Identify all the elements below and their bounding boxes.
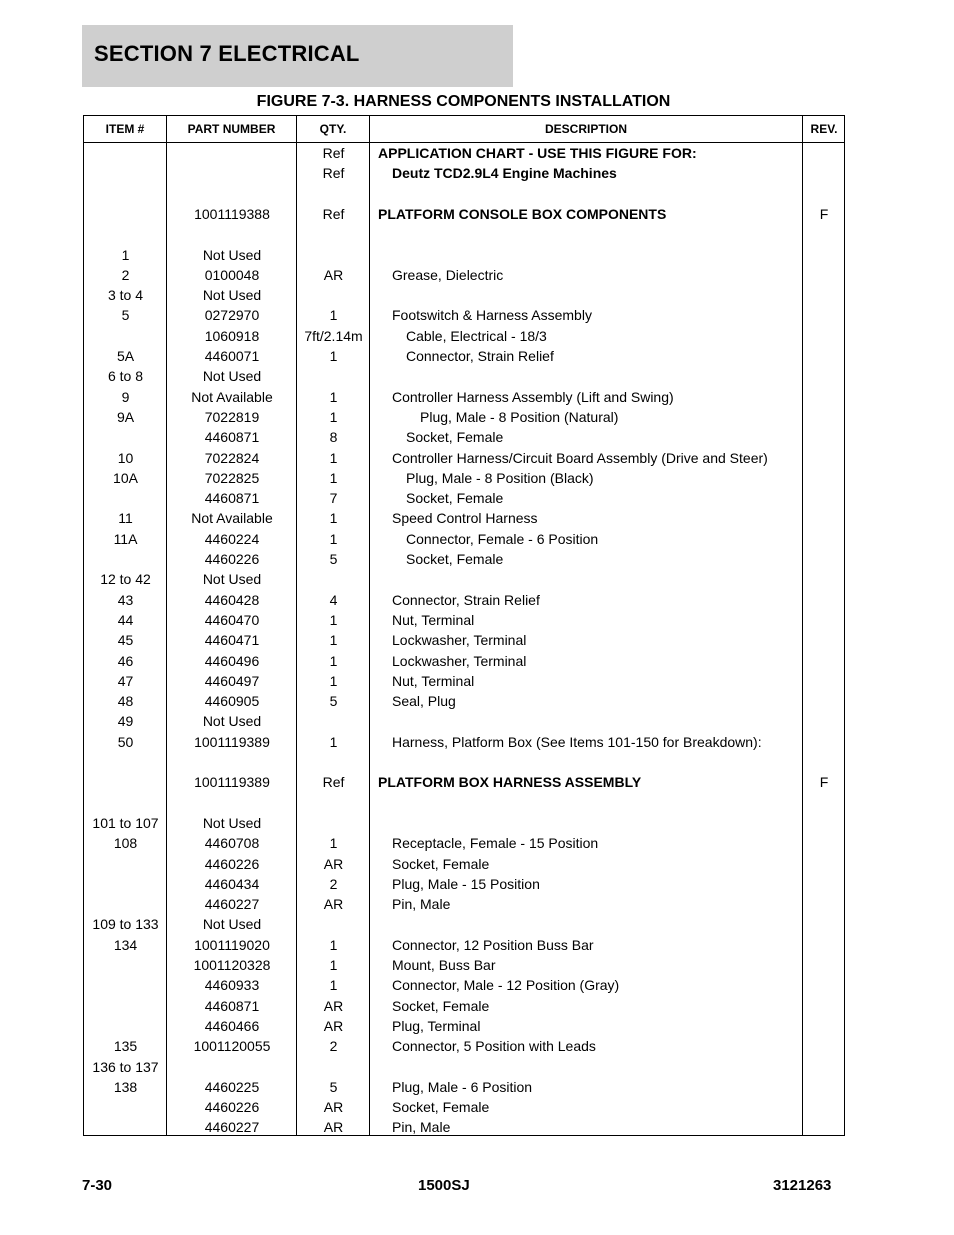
quantity-cell: 1 bbox=[329, 957, 338, 973]
item-number-cell: 5 bbox=[121, 307, 130, 324]
part-number-cell: 4460871 bbox=[204, 997, 260, 1014]
description-cell: Pin, Male bbox=[392, 1119, 451, 1136]
item-number-cell: 11A bbox=[113, 530, 138, 547]
quantity-cell: AR bbox=[323, 1099, 344, 1116]
section-banner bbox=[82, 25, 513, 87]
description-cell: Connector, Female - 6 Position bbox=[406, 530, 599, 547]
table-row bbox=[84, 935, 844, 955]
part-number-cell: Not Used bbox=[202, 287, 262, 304]
description-cell: Controller Harness/Circuit Board Assembly (Drive and Steer) bbox=[392, 449, 768, 466]
table-row bbox=[84, 488, 844, 508]
column-header-description: DESCRIPTION bbox=[544, 122, 627, 136]
page-number: 7-30 bbox=[82, 1177, 113, 1194]
revision-cell: F bbox=[819, 205, 829, 222]
quantity-cell: 5 bbox=[329, 693, 338, 710]
quantity-cell: 1 bbox=[329, 510, 338, 527]
model-name: 1500SJ bbox=[418, 1177, 470, 1194]
part-number-cell: 1001120328 bbox=[193, 957, 271, 973]
item-number-cell: 10A bbox=[113, 469, 138, 486]
table-row bbox=[84, 366, 844, 386]
description-cell: Footswitch & Harness Assembly bbox=[392, 307, 592, 324]
quantity-cell: 1 bbox=[329, 977, 338, 994]
table-row bbox=[84, 265, 844, 285]
quantity-cell: 1 bbox=[329, 307, 338, 324]
part-number-cell: 1001120055 bbox=[193, 1038, 271, 1055]
table-row bbox=[84, 996, 844, 1016]
part-number-cell: 4460470 bbox=[204, 611, 260, 628]
description-cell: Plug, Male - 15 Position bbox=[392, 875, 540, 892]
description-cell: Cable, Electrical - 18/3 bbox=[406, 327, 547, 344]
quantity-cell: 1 bbox=[329, 733, 338, 750]
table-row bbox=[84, 285, 844, 305]
description-cell: Harness, Platform Box (See Items 101-150 for Breakdown): bbox=[392, 733, 762, 750]
description-cell: PLATFORM CONSOLE BOX COMPONENTS bbox=[378, 205, 667, 222]
table-row bbox=[84, 732, 844, 752]
table-row bbox=[84, 630, 844, 650]
quantity-cell: 8 bbox=[329, 429, 338, 446]
description-cell: Deutz TCD2.9L4 Engine Machines bbox=[392, 165, 617, 182]
description-cell: Connector, Strain Relief bbox=[406, 348, 554, 364]
description-cell: Plug, Terminal bbox=[392, 1017, 481, 1034]
part-number-cell: 4460933 bbox=[204, 977, 260, 994]
item-number-cell: 3 to 4 bbox=[107, 287, 144, 304]
part-number-cell: 4460071 bbox=[204, 348, 260, 364]
table-row bbox=[84, 590, 844, 610]
quantity-cell: Ref bbox=[322, 205, 345, 222]
quantity-cell: 2 bbox=[329, 875, 338, 892]
quantity-cell: Ref bbox=[322, 145, 345, 161]
quantity-cell: Ref bbox=[322, 774, 345, 791]
part-number-cell: 1001119388 bbox=[194, 205, 270, 222]
quantity-cell: AR bbox=[323, 1119, 344, 1136]
item-number-cell: 136 to 137 bbox=[92, 1058, 159, 1075]
table-row bbox=[84, 1117, 844, 1137]
section-title: SECTION 7 ELECTRICAL bbox=[94, 41, 360, 66]
part-number-cell: 1060918 bbox=[204, 327, 260, 344]
description-cell: Socket, Female bbox=[392, 1099, 490, 1116]
column-header-rev: REV. bbox=[810, 122, 838, 136]
description-cell: Lockwasher, Terminal bbox=[392, 652, 527, 669]
description-cell: Seal, Plug bbox=[392, 693, 456, 710]
quantity-cell: 4 bbox=[329, 591, 338, 608]
table-row bbox=[84, 833, 844, 853]
item-number-cell: 44 bbox=[117, 611, 134, 628]
description-cell: Pin, Male bbox=[392, 896, 451, 913]
part-number-cell: 4460471 bbox=[204, 632, 260, 649]
item-number-cell: 1 bbox=[121, 246, 130, 263]
table-row bbox=[84, 549, 844, 569]
item-number-cell: 10 bbox=[117, 449, 134, 466]
part-number-cell: 7022824 bbox=[204, 449, 260, 466]
part-number-cell: 4460227 bbox=[204, 1119, 260, 1136]
table-row bbox=[84, 427, 844, 447]
quantity-cell: Ref bbox=[322, 165, 345, 182]
item-number-cell: 49 bbox=[117, 713, 134, 730]
quantity-cell: AR bbox=[323, 855, 344, 872]
column-header-qty: QTY. bbox=[319, 122, 347, 136]
quantity-cell: 1 bbox=[329, 469, 338, 486]
part-number-cell: 1001119389 bbox=[194, 774, 270, 791]
table-row bbox=[84, 1057, 844, 1077]
table-row bbox=[84, 610, 844, 630]
table-row bbox=[84, 326, 844, 346]
part-number-cell: 7022819 bbox=[204, 408, 260, 425]
description-cell: Socket, Female bbox=[392, 855, 490, 872]
part-number-cell: 4460225 bbox=[204, 1078, 260, 1095]
table-row bbox=[84, 143, 844, 163]
item-number-cell: 50 bbox=[117, 733, 134, 750]
description-cell: PLATFORM BOX HARNESS ASSEMBLY bbox=[378, 774, 642, 791]
quantity-cell: 2 bbox=[329, 1038, 338, 1055]
part-number-cell: Not Used bbox=[202, 713, 262, 730]
table-row bbox=[84, 894, 844, 914]
quantity-cell: 5 bbox=[329, 551, 338, 567]
part-number-cell: 4460227 bbox=[204, 896, 260, 913]
table-row bbox=[84, 448, 844, 468]
figure-title: FIGURE 7-3. HARNESS COMPONENTS INSTALLATION bbox=[256, 93, 671, 110]
item-number-cell: 6 to 8 bbox=[107, 368, 144, 385]
part-number-cell: 4460708 bbox=[204, 835, 260, 852]
description-cell: Connector, 5 Position with Leads bbox=[392, 1038, 596, 1055]
description-cell: Connector, Male - 12 Position (Gray) bbox=[392, 977, 620, 994]
table-row bbox=[84, 691, 844, 711]
table-row bbox=[84, 387, 844, 407]
part-number-cell: Not Used bbox=[202, 368, 262, 385]
part-number-cell: 4460224 bbox=[204, 530, 260, 547]
item-number-cell: 5A bbox=[116, 348, 135, 364]
table-row bbox=[84, 1077, 844, 1097]
part-number-cell: 4460226 bbox=[204, 551, 260, 567]
quantity-cell: 1 bbox=[329, 652, 338, 669]
table-row bbox=[84, 1016, 844, 1036]
table-row bbox=[84, 407, 844, 427]
part-number-cell: 1001119389 bbox=[194, 733, 270, 750]
item-number-cell: 48 bbox=[117, 693, 134, 710]
part-number-cell: Not Available bbox=[191, 388, 273, 405]
table-row bbox=[84, 346, 844, 366]
description-cell: Connector, Strain Relief bbox=[392, 591, 540, 608]
quantity-cell: 1 bbox=[329, 936, 338, 953]
quantity-cell: 1 bbox=[329, 348, 338, 364]
part-number-cell: 4460434 bbox=[204, 875, 260, 892]
table-row bbox=[84, 772, 844, 792]
item-number-cell: 9 bbox=[121, 388, 130, 405]
parts-table bbox=[83, 115, 845, 1136]
description-cell: Plug, Male - 8 Position (Natural) bbox=[420, 408, 619, 425]
quantity-cell: 1 bbox=[329, 388, 338, 405]
description-cell: Speed Control Harness bbox=[392, 510, 538, 527]
table-row bbox=[84, 1036, 844, 1056]
description-cell: Nut, Terminal bbox=[392, 672, 475, 689]
part-number-cell: 0272970 bbox=[204, 307, 260, 324]
description-cell: Receptacle, Female - 15 Position bbox=[392, 835, 599, 852]
table-row bbox=[84, 874, 844, 894]
quantity-cell: 1 bbox=[329, 408, 338, 425]
table-row bbox=[84, 813, 844, 833]
quantity-cell: AR bbox=[323, 896, 344, 913]
quantity-cell: 1 bbox=[329, 449, 338, 466]
part-number-cell: Not Used bbox=[202, 916, 262, 933]
quantity-cell: 1 bbox=[329, 530, 338, 547]
item-number-cell: 46 bbox=[117, 652, 134, 669]
item-number-cell: 2 bbox=[121, 266, 130, 283]
part-number-cell: 4460428 bbox=[204, 591, 260, 608]
item-number-cell: 134 bbox=[113, 936, 138, 953]
item-number-cell: 138 bbox=[113, 1078, 138, 1095]
column-header-item: ITEM # bbox=[105, 122, 145, 136]
table-row bbox=[84, 468, 844, 488]
part-number-cell: Not Used bbox=[202, 814, 262, 831]
description-cell: Socket, Female bbox=[406, 551, 504, 567]
item-number-cell: 12 to 42 bbox=[100, 571, 151, 588]
part-number-cell: 4460496 bbox=[204, 652, 260, 669]
table-row bbox=[84, 163, 844, 183]
quantity-cell: 7 bbox=[329, 490, 338, 507]
quantity-cell: AR bbox=[323, 997, 344, 1014]
table-row bbox=[84, 1097, 844, 1117]
column-header-part-number: PART NUMBER bbox=[187, 122, 276, 136]
table-row bbox=[84, 508, 844, 528]
item-number-cell: 101 to 107 bbox=[92, 814, 159, 831]
table-row bbox=[84, 671, 844, 691]
part-number-cell: 4460466 bbox=[204, 1017, 260, 1034]
quantity-cell: AR bbox=[323, 1017, 344, 1034]
item-number-cell: 108 bbox=[113, 835, 138, 852]
description-cell: Connector, 12 Position Buss Bar bbox=[392, 936, 594, 953]
item-number-cell: 45 bbox=[117, 632, 134, 649]
table-header bbox=[84, 116, 844, 143]
table-row bbox=[84, 529, 844, 549]
table-row bbox=[84, 711, 844, 731]
quantity-cell: 1 bbox=[329, 611, 338, 628]
quantity-cell: 1 bbox=[329, 632, 338, 649]
table-row bbox=[84, 651, 844, 671]
description-cell: Plug, Male - 8 Position (Black) bbox=[406, 469, 594, 486]
item-number-cell: 47 bbox=[117, 672, 134, 689]
part-number-cell: 4460905 bbox=[204, 693, 260, 710]
description-cell: Socket, Female bbox=[392, 997, 490, 1014]
part-number-cell: Not Used bbox=[202, 246, 262, 263]
item-number-cell: 9A bbox=[116, 408, 135, 425]
description-cell: Mount, Buss Bar bbox=[392, 957, 496, 973]
description-cell: Controller Harness Assembly (Lift and Swing) bbox=[392, 388, 674, 405]
description-cell: Grease, Dielectric bbox=[392, 266, 504, 283]
item-number-cell: 109 to 133 bbox=[92, 916, 159, 933]
table-row bbox=[84, 245, 844, 265]
table-row bbox=[84, 955, 844, 975]
part-number-cell: 7022825 bbox=[204, 469, 260, 486]
description-cell: Nut, Terminal bbox=[392, 611, 475, 628]
description-cell: Plug, Male - 6 Position bbox=[392, 1078, 533, 1095]
table-row bbox=[84, 305, 844, 325]
item-number-cell: 11 bbox=[118, 510, 133, 527]
manual-number: 3121263 bbox=[773, 1177, 832, 1194]
table-row bbox=[84, 914, 844, 934]
item-number-cell: 135 bbox=[113, 1038, 138, 1055]
description-cell: Socket, Female bbox=[406, 490, 504, 507]
part-number-cell: 0100048 bbox=[204, 266, 260, 283]
part-number-cell: 4460226 bbox=[204, 855, 260, 872]
part-number-cell: 1001119020 bbox=[194, 936, 270, 953]
table-row bbox=[84, 975, 844, 995]
description-cell: Lockwasher, Terminal bbox=[392, 632, 527, 649]
revision-cell: F bbox=[819, 774, 829, 791]
part-number-cell: Not Used bbox=[202, 571, 262, 588]
quantity-cell: 7ft/2.14m bbox=[304, 327, 363, 344]
item-number-cell: 43 bbox=[117, 591, 134, 608]
quantity-cell: 1 bbox=[329, 672, 338, 689]
description-cell: Socket, Female bbox=[406, 429, 504, 446]
part-number-cell: Not Available bbox=[191, 510, 273, 527]
description-cell: APPLICATION CHART - USE THIS FIGURE FOR: bbox=[378, 145, 697, 161]
part-number-cell: 4460497 bbox=[204, 672, 260, 689]
quantity-cell: 5 bbox=[329, 1078, 338, 1095]
part-number-cell: 4460871 bbox=[204, 490, 260, 507]
part-number-cell: 4460226 bbox=[204, 1099, 260, 1116]
table-row bbox=[84, 569, 844, 589]
table-row bbox=[84, 854, 844, 874]
quantity-cell: 1 bbox=[329, 835, 338, 852]
table-row bbox=[84, 204, 844, 224]
part-number-cell: 4460871 bbox=[204, 429, 260, 446]
quantity-cell: AR bbox=[323, 266, 344, 283]
